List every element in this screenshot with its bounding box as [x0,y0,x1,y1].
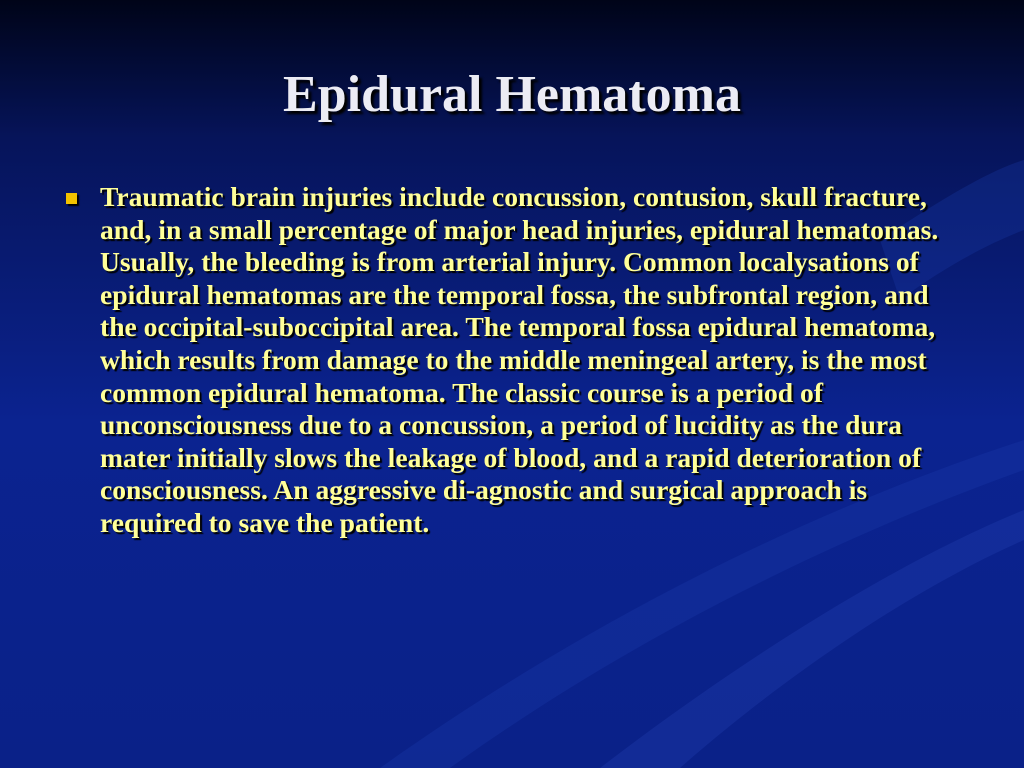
square-bullet-icon [66,193,77,204]
bullet-list [60,181,970,540]
bullet-item [60,181,970,540]
slide-title: Epidural Hematoma [283,66,741,123]
bullet-text: Traumatic brain injuries include concussion, contusion, skull fracture, and, in a small percentage of major head injuries, epidural hematomas. Usually, the bleeding is from arterial injury. Common localysations of epidural hematomas are the temporal fossa, the subfrontal region, and the occipital-suboccipital area. The temporal fossa epidural hematoma, which results from damage to the middle meningeal artery, is the most common epidural hematoma. The classic course is a period of unconsciousness due to a concussion, a period of lucidity as the dura mater initially slows the leakage of blood, and a rapid deterioration of consciousness. An aggressive di-agnostic and surgical approach is required to save the patient. [100,181,939,538]
